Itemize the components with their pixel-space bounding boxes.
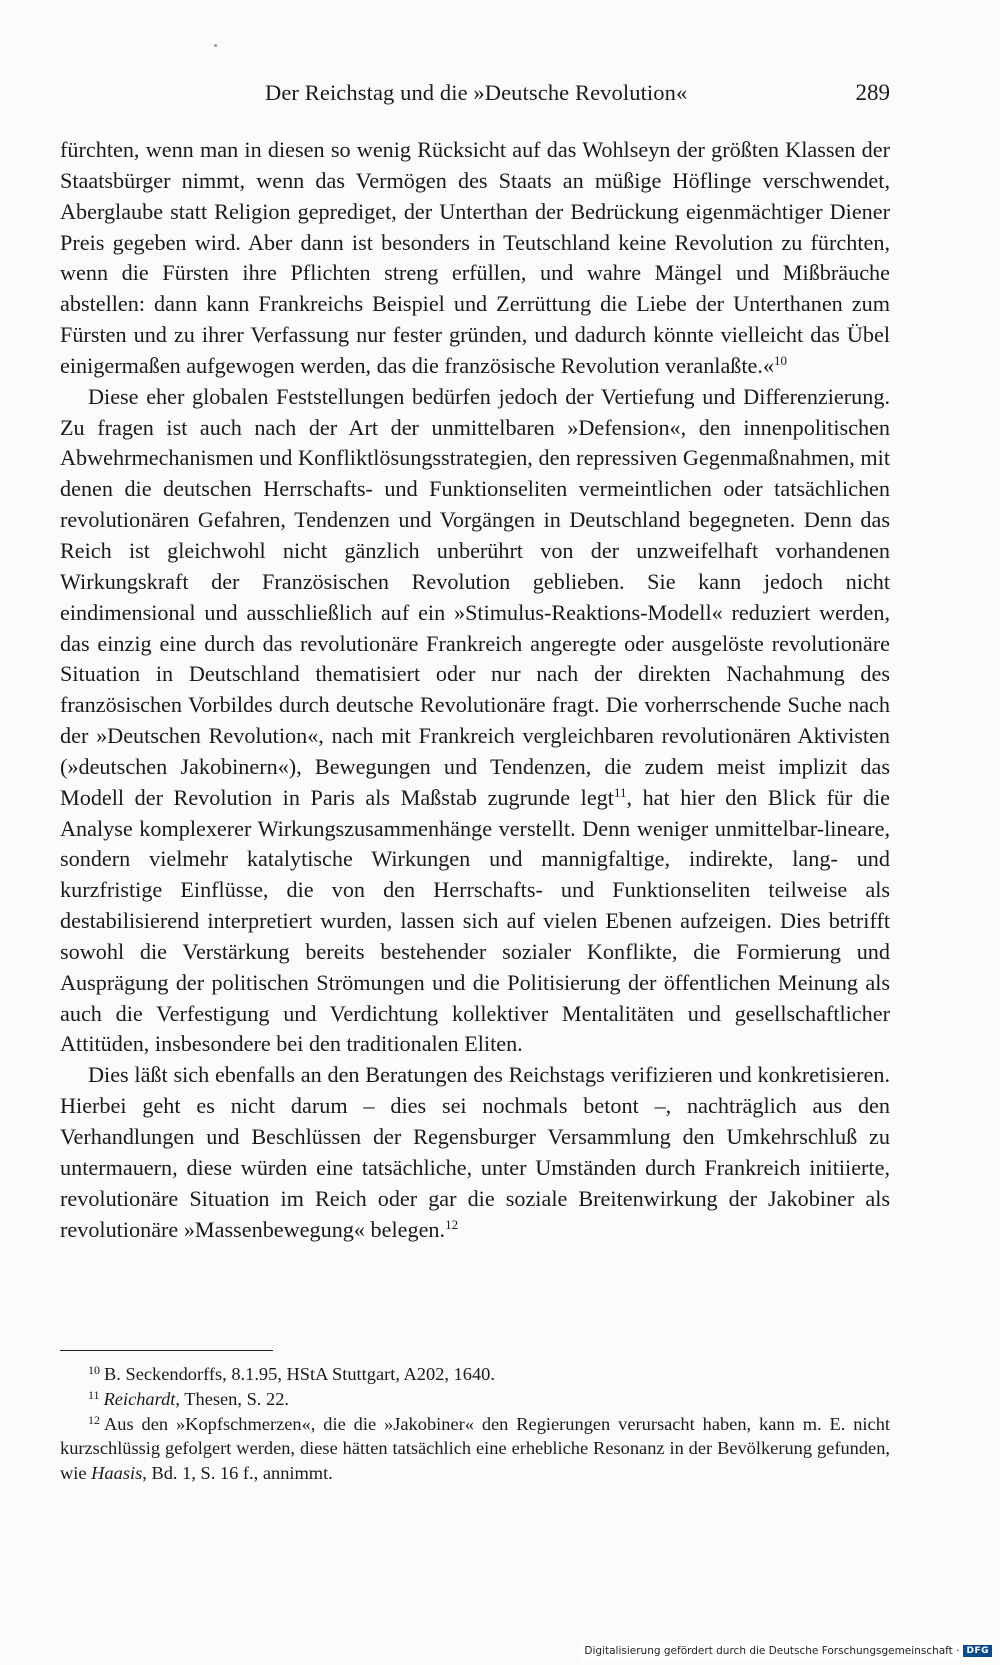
body-text [60,135,890,1245]
paragraph-2-text-b: , hat hier den Blick für die Analyse komplexerer Wirkungszusammenhänge verstellt. Denn weniger unmittelbar-lineare, sondern vielmehr katalytische Wirkungen und mannigfaltige, indirekte, lang- und kurzfristige Einflüsse, die von den Herrschafts- und Funktionseliten teilweise als destabilisierend interpretiert wurden, lassen sich auf vielen Ebenen aufzeigen. Dies betrifft sowohl die Verstärkung bereits bestehender sozialer Konflikte, die Formierung und Ausprägung der politischen Strömungen und die Politisierung der öffentlichen Meinung als auch die Verfestigung und Verdichtung kollektiver Mentalitäten und gesellschaftlicher Attitüden, insbesondere bei den traditionalen Eliten. [60,784,891,1057]
note-ref-10[interactable]: 10 [774,352,788,368]
footnote-number: 11 [88,1387,100,1402]
footnote-author: Haasis [91,1463,143,1484]
footnote-10 [60,1362,890,1387]
footnote-12 [60,1412,890,1486]
footnote-separator [60,1350,273,1351]
stray-mark [214,44,217,47]
footnote-text-b: , Bd. 1, S. 16 f., annimmt. [142,1463,333,1484]
paragraph-3-text: Dies läßt sich ebenfalls an den Beratungen des Reichstags verifizieren und konkretisieren. Hierbei geht es nicht darum – dies sei nochmals betont –, nachträglich aus den Verhandlungen und Beschlüssen der Regensburger Versammlung den Umkehrschluß zu untermauern, diese würden eine tatsächliche, unter Umständen durch Frankreich initiierte, revolutionäre Situation im Reich oder gar die soziale Breitenwirkung der Jakobiner als revolutionäre »Massenbewegung« belegen. [60,1062,890,1242]
paragraph-1-text: fürchten, wenn man in diesen so wenig Rücksicht auf das Wohlseyn der größten Klassen der Staatsbürger nimmt, wenn das Vermögen des Staats an müßige Höflinge verschwendet, Aberglaube statt Religion geprediget, der Unterthan der Bedrückung eigenmächtiger Diener Preis gegeben wird. Aber dann ist besonders in Teutschland keine Revolution zu fürchten, wenn die Fürsten ihre Pflichten streng erfüllen, und wahre Mängel und Mißbräuche abstellen: dann kann Frankreichs Beispiel und Zerrüttung die Liebe der Unterthanen zum Fürsten und zu ihrer Verfassung nur fester gründen, und dadurch könnte vielleicht das Übel einigermaßen aufgewogen werden, das die französische Revolution veranlaßte.« [60,137,890,378]
footnote-11 [60,1387,890,1412]
page-number: 289 [855,80,890,105]
footnote-number: 10 [88,1363,100,1377]
footnote-author: Reichardt [103,1388,176,1409]
digitization-credit [581,1642,992,1660]
footnotes [60,1362,890,1486]
note-ref-12[interactable]: 12 [445,1216,459,1232]
footnote-number: 12 [88,1412,100,1427]
paragraph-2-text-a: Diese eher globalen Feststellungen bedürfen jedoch der Vertiefung und Differenzierung. Zu fragen ist auch nach der Art der unmittelbaren »Defension«, den innenpolitischen Abwehrmechanismen und Konfliktlösungsstrategien, den repressiven Gegenmaßnahmen, mit denen die deutschen Herrschafts- und Funktionseliten vermeintlichen oder tatsächlichen revolutionären Gefahren, Tendenzen und Vorgängen in Deutschland begegneten. Denn das Reich ist gleichwohl nicht gänzlich unberührt von der unzweifelhaft vorhandenen Wirkungskraft der Französischen Revolution geblieben. Sie kann jedoch nicht eindimensional und ausschließlich auf ein »Stimulus-Reaktions-Modell« reduziert werden, das einzig eine durch das revolutionäre Frankreich angeregte oder ausgelöste revolutionäre Situation in Deutschland thematisiert oder nur nach der direkten Nachahmung des französischen Vorbildes durch deutsche Revolutionäre fragt. Die vorherrschende Suche nach der »Deutschen Revolution«, nach mit Frankreich vergleichbaren revolutionären Aktivisten (»deutschen Jakobinern«), Bewegungen und Tendenzen, die zudem meist implizit das Modell der Revolution in Paris als Maßstab zugrunde legt [60,383,890,810]
page-header [60,72,890,112]
paragraph-2 [60,382,890,1061]
footnote-text: , Thesen, S. 22. [175,1388,289,1409]
footnote-text: B. Seckendorffs, 8.1.95, HStA Stuttgart, A202, 1640. [104,1364,495,1384]
footnote-text-a: Aus den »Kopfschmerzen«, die die »Jakobiner« den Regierungen verursacht haben, kann m. E. nicht kurzschlüssig gefolgert werden, diese hätten tatsächlich eine erhebliche Resonanz in der Bevölkerung gefunden, wie [60,1413,890,1484]
digitization-text: Digitalisierung gefördert durch die Deutsche Forschungsgemeinschaft · [584,1645,960,1657]
paragraph-1 [60,135,890,382]
dfg-logo: DFG [963,1645,992,1657]
note-ref-11[interactable]: 11 [613,784,627,800]
running-head: Der Reichstag und die »Deutsche Revolution« [265,80,688,105]
paragraph-3 [60,1060,890,1245]
